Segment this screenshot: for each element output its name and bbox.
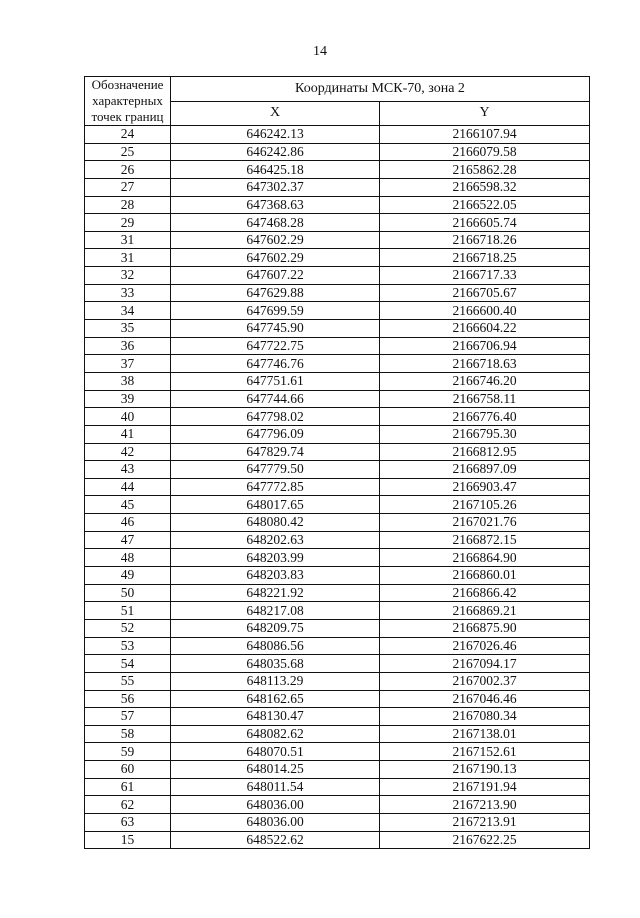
table-row [85,655,590,673]
point-number-cell: 51 [85,602,171,620]
table-row [85,337,590,355]
point-number-cell: 57 [85,708,171,726]
table-row [85,690,590,708]
y-coordinate-cell: 2166897.09 [380,461,590,479]
x-coordinate-cell: 648036.00 [171,796,380,814]
table-row [85,743,590,761]
x-coordinate-cell: 647302.37 [171,178,380,196]
y-coordinate-cell: 2166866.42 [380,584,590,602]
x-coordinate-cell: 648203.99 [171,549,380,567]
x-coordinate-cell: 647751.61 [171,372,380,390]
y-coordinate-cell: 2166903.47 [380,478,590,496]
x-coordinate-cell: 648130.47 [171,708,380,726]
point-number-cell: 60 [85,761,171,779]
point-number-cell: 58 [85,725,171,743]
table-row [85,761,590,779]
y-coordinate-cell: 2166812.95 [380,443,590,461]
y-coordinate-cell: 2166776.40 [380,408,590,426]
table-row [85,390,590,408]
point-label-header: Обозначение характерных точек границ [85,77,171,126]
y-coordinate-cell: 2167190.13 [380,761,590,779]
point-number-cell: 25 [85,143,171,161]
point-number-cell: 24 [85,126,171,144]
point-number-cell: 50 [85,584,171,602]
point-number-cell: 62 [85,796,171,814]
point-number-cell: 55 [85,672,171,690]
x-coordinate-cell: 648522.62 [171,831,380,849]
y-coordinate-cell: 2166604.22 [380,320,590,338]
x-coordinate-cell: 647798.02 [171,408,380,426]
x-coordinate-cell: 648202.63 [171,531,380,549]
x-coordinate-cell: 647602.29 [171,231,380,249]
y-coordinate-cell: 2166872.15 [380,531,590,549]
y-coordinate-cell: 2166869.21 [380,602,590,620]
point-number-cell: 32 [85,267,171,285]
x-coordinate-cell: 647699.59 [171,302,380,320]
y-coordinate-cell: 2166717.33 [380,267,590,285]
y-coordinate-cell: 2167213.91 [380,813,590,831]
point-number-cell: 35 [85,320,171,338]
point-number-cell: 39 [85,390,171,408]
table-row [85,514,590,532]
y-column-header: Y [380,101,590,126]
point-number-cell: 41 [85,425,171,443]
y-coordinate-cell: 2166600.40 [380,302,590,320]
point-number-cell: 43 [85,461,171,479]
x-column-header: X [171,101,380,126]
x-coordinate-cell: 648017.65 [171,496,380,514]
x-coordinate-cell: 646242.13 [171,126,380,144]
coordinates-system-header: Координаты МСК-70, зона 2 [171,77,590,102]
point-number-cell: 15 [85,831,171,849]
table-row [85,831,590,849]
point-number-cell: 52 [85,619,171,637]
y-coordinate-cell: 2167213.90 [380,796,590,814]
x-coordinate-cell: 647744.66 [171,390,380,408]
point-number-cell: 26 [85,161,171,179]
y-coordinate-cell: 2167021.76 [380,514,590,532]
x-coordinate-cell: 648217.08 [171,602,380,620]
point-number-cell: 37 [85,355,171,373]
table-row [85,637,590,655]
point-number-cell: 54 [85,655,171,673]
x-coordinate-cell: 646242.86 [171,143,380,161]
y-coordinate-cell: 2166860.01 [380,567,590,585]
point-number-cell: 48 [85,549,171,567]
y-coordinate-cell: 2167138.01 [380,725,590,743]
y-coordinate-cell: 2166864.90 [380,549,590,567]
point-number-cell: 46 [85,514,171,532]
x-coordinate-cell: 647829.74 [171,443,380,461]
table-row [85,161,590,179]
point-number-cell: 61 [85,778,171,796]
table-row [85,549,590,567]
table-row [85,320,590,338]
x-coordinate-cell: 647746.76 [171,355,380,373]
table-row [85,672,590,690]
point-number-cell: 38 [85,372,171,390]
point-number-cell: 40 [85,408,171,426]
x-coordinate-cell: 647796.09 [171,425,380,443]
y-coordinate-cell: 2166107.94 [380,126,590,144]
x-coordinate-cell: 647368.63 [171,196,380,214]
x-coordinate-cell: 648082.62 [171,725,380,743]
y-coordinate-cell: 2167105.26 [380,496,590,514]
point-number-cell: 31 [85,249,171,267]
y-coordinate-cell: 2166522.05 [380,196,590,214]
table-row [85,567,590,585]
table-row [85,813,590,831]
table-row [85,602,590,620]
x-coordinate-cell: 647468.28 [171,214,380,232]
table-row [85,143,590,161]
y-coordinate-cell: 2167094.17 [380,655,590,673]
point-number-cell: 42 [85,443,171,461]
y-coordinate-cell: 2167622.25 [380,831,590,849]
table-row [85,214,590,232]
point-number-cell: 45 [85,496,171,514]
y-coordinate-cell: 2166706.94 [380,337,590,355]
y-coordinate-cell: 2166718.63 [380,355,590,373]
y-coordinate-cell: 2166718.26 [380,231,590,249]
table-row [85,796,590,814]
table-row [85,126,590,144]
point-number-cell: 49 [85,567,171,585]
y-coordinate-cell: 2166758.11 [380,390,590,408]
x-coordinate-cell: 648035.68 [171,655,380,673]
point-number-cell: 53 [85,637,171,655]
y-coordinate-cell: 2166795.30 [380,425,590,443]
point-number-cell: 44 [85,478,171,496]
table-body [85,126,590,849]
x-coordinate-cell: 648113.29 [171,672,380,690]
x-coordinate-cell: 647722.75 [171,337,380,355]
x-coordinate-cell: 648086.56 [171,637,380,655]
x-coordinate-cell: 648209.75 [171,619,380,637]
point-number-cell: 36 [85,337,171,355]
x-coordinate-cell: 648080.42 [171,514,380,532]
y-coordinate-cell: 2166746.20 [380,372,590,390]
table-row [85,496,590,514]
y-coordinate-cell: 2167002.37 [380,672,590,690]
table-row [85,267,590,285]
table-row [85,372,590,390]
point-number-cell: 27 [85,178,171,196]
table-row [85,408,590,426]
x-coordinate-cell: 647745.90 [171,320,380,338]
x-coordinate-cell: 647607.22 [171,267,380,285]
table-row [85,355,590,373]
table-row [85,196,590,214]
x-coordinate-cell: 647629.88 [171,284,380,302]
point-number-cell: 31 [85,231,171,249]
y-coordinate-cell: 2166598.32 [380,178,590,196]
point-number-cell: 28 [85,196,171,214]
x-coordinate-cell: 647772.85 [171,478,380,496]
page-number: 14 [313,44,327,59]
point-number-cell: 34 [85,302,171,320]
point-number-cell: 56 [85,690,171,708]
table-header [85,77,590,126]
x-coordinate-cell: 648036.00 [171,813,380,831]
y-coordinate-cell: 2165862.28 [380,161,590,179]
table-row [85,302,590,320]
x-coordinate-cell: 648162.65 [171,690,380,708]
y-coordinate-cell: 2166875.90 [380,619,590,637]
y-coordinate-cell: 2167080.34 [380,708,590,726]
table-row [85,584,590,602]
table-row [85,231,590,249]
table-row [85,531,590,549]
table-row [85,425,590,443]
y-coordinate-cell: 2166605.74 [380,214,590,232]
coordinates-table [84,76,590,849]
x-coordinate-cell: 648221.92 [171,584,380,602]
table-row [85,725,590,743]
point-number-cell: 63 [85,813,171,831]
point-number-cell: 29 [85,214,171,232]
point-number-cell: 47 [85,531,171,549]
y-coordinate-cell: 2167191.94 [380,778,590,796]
x-coordinate-cell: 646425.18 [171,161,380,179]
x-coordinate-cell: 647602.29 [171,249,380,267]
point-number-cell: 33 [85,284,171,302]
point-number-cell: 59 [85,743,171,761]
table-row [85,178,590,196]
x-coordinate-cell: 648014.25 [171,761,380,779]
y-coordinate-cell: 2166079.58 [380,143,590,161]
x-coordinate-cell: 648011.54 [171,778,380,796]
y-coordinate-cell: 2167026.46 [380,637,590,655]
y-coordinate-cell: 2166705.67 [380,284,590,302]
table-row [85,778,590,796]
table-row [85,249,590,267]
table-row [85,284,590,302]
x-coordinate-cell: 648203.83 [171,567,380,585]
table-row [85,619,590,637]
table-row [85,461,590,479]
x-coordinate-cell: 648070.51 [171,743,380,761]
x-coordinate-cell: 647779.50 [171,461,380,479]
table-row [85,708,590,726]
table-row [85,443,590,461]
y-coordinate-cell: 2166718.25 [380,249,590,267]
y-coordinate-cell: 2167152.61 [380,743,590,761]
y-coordinate-cell: 2167046.46 [380,690,590,708]
table-row [85,478,590,496]
